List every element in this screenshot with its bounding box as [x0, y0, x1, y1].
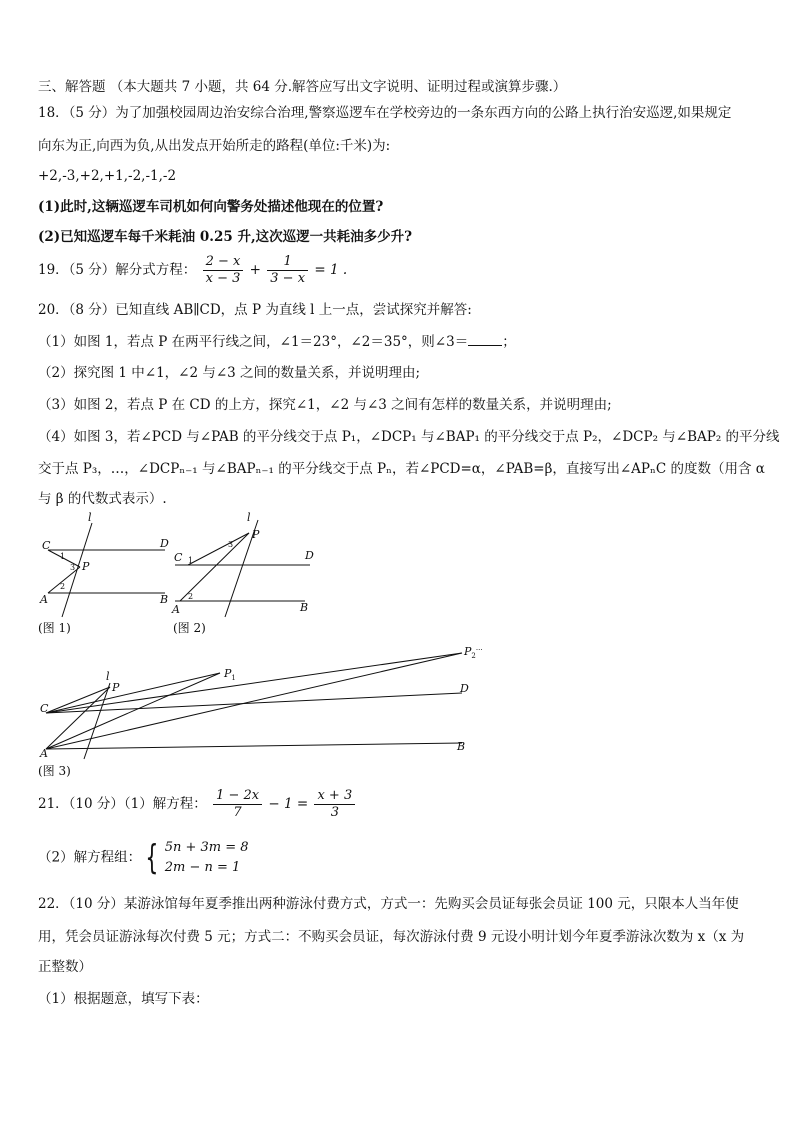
equation-system: [165, 838, 249, 878]
fig3-label-b: B: [457, 740, 466, 753]
q21-fraction-1: [213, 788, 262, 821]
q22-part1: （1）根据题意，填写下表：: [38, 991, 209, 1007]
q19-fraction-1: [203, 254, 244, 287]
fig3-line-ab: [46, 743, 462, 749]
fig1-caption: (图 1): [38, 621, 71, 635]
q19-frac1-denominator: x − 3: [205, 271, 241, 286]
fig3-label-c: C: [40, 702, 49, 715]
fig3-label-a: A: [40, 747, 48, 760]
q20-part4-line2: 交于点 P₃，…，∠DCPₙ₋₁ 与∠BAPₙ₋₁ 的平分线交于点 Pₙ，若∠PCD=α，∠PAB=β，直接写出∠APₙC 的度数（用含 α: [38, 461, 765, 477]
fig3-label-p2-letter: P: [464, 645, 472, 658]
q21-fraction-2: [314, 788, 355, 821]
q21-minus: − 1 =: [268, 796, 309, 812]
fig3-label-p2-subscript: 2: [471, 652, 476, 660]
q22-line2: 用，凭会员证游泳每次付费 5 元；方式二：不购买会员证，每次游泳付费 9 元设小明计划今年夏季游泳次数为 x（x 为: [38, 929, 745, 945]
q19-frac2-numerator: 1: [267, 254, 308, 271]
q20-intro: 20．（8 分）已知直线 AB∥CD，点 P 为直线 l 上一点，尝试探究并解答:: [38, 302, 472, 318]
q20-part1-end: ；: [502, 334, 516, 350]
fig2-label-p: P: [252, 528, 260, 541]
q21-system: [38, 838, 249, 878]
q21-frac2-numerator: x + 3: [314, 788, 355, 805]
q21-frac1-denominator: 7: [233, 805, 242, 820]
fig3-label-p1: [223, 667, 236, 682]
fig3-segment-ap2: [46, 653, 462, 749]
fig3-label-p2: [463, 645, 483, 660]
q20-part2: （2）探究图 1 中∠1，∠2 与∠3 之间的数量关系，并说明理由;: [38, 365, 421, 381]
fig3-line-l: [84, 683, 110, 759]
q19-rhs: = 1 .: [314, 262, 348, 278]
fig1-angle-1: 1: [60, 552, 66, 561]
fig2-label-b: B: [300, 601, 309, 614]
q20-part4-line3: 与 β 的代数式表示）.: [38, 491, 167, 507]
q22-line1: 22．（10 分）某游泳馆每年夏季推出两种游泳付费方式，方式一：先购买会员证每张会员证 100 元，只限本人当年使: [38, 896, 739, 912]
fig1-label-d: D: [160, 537, 169, 550]
q19-prefix: 19．（5 分）解分式方程：: [38, 262, 197, 278]
fig1-angle-2: 2: [60, 582, 66, 591]
fig3-label-p: P: [112, 681, 120, 694]
q19-plus: +: [249, 262, 261, 278]
q21-part2-prefix: （2）解方程组：: [38, 849, 142, 866]
fig3-label-p1-subscript: 1: [231, 674, 236, 682]
left-brace: {: [145, 838, 159, 878]
fig1-label-p: P: [82, 560, 90, 573]
q20-part1-text: （1）如图 1，若点 P 在两平行线之间，∠1＝23°，∠2＝35°，则∠3＝: [38, 334, 469, 350]
fig3-segment-cp2: [46, 653, 462, 713]
q19-frac2-denominator: 3 − x: [270, 271, 306, 286]
fig3-label-p1-letter: P: [224, 667, 232, 680]
q18-values: +2,-3,+2,+1,-2,-1,-2: [38, 168, 177, 184]
q19-equation: [38, 254, 347, 287]
q18-line2: 向东为正,向西为负,从出发点开始所走的路程(单位:千米)为:: [38, 138, 391, 154]
fig2-angle-1: 1: [188, 556, 194, 565]
q20-part3: （3）如图 2，若点 P 在 CD 的上方，探究∠1，∠2 与∠3 之间有怎样的数量关系，并说明理由;: [38, 397, 612, 413]
fig3-label-l: l: [106, 670, 110, 683]
fig1-label-c: C: [42, 539, 51, 552]
q20-part4-line1: （4）如图 3，若∠PCD 与∠PAB 的平分线交于点 P₁，∠DCP₁ 与∠BAP₁ 的平分线交于点 P₂，∠DCP₂ 与∠BAP₂ 的平分线: [38, 429, 780, 445]
fig3-line-cd: [46, 693, 462, 713]
q21-prefix: 21．（10 分）（1）解方程：: [38, 796, 207, 812]
fig1-label-l: l: [88, 511, 92, 524]
fig3-label-d: D: [460, 682, 469, 695]
fig2-label-d: D: [305, 549, 314, 562]
fig2-segment-ap: [180, 533, 249, 601]
q21-equation: [38, 788, 357, 821]
q21-frac2-denominator: 3: [330, 805, 339, 820]
fig3-segment-cp1: [46, 673, 220, 713]
q18-line1: 18．（5 分）为了加强校园周边治安综合治理,警察巡逻车在学校旁边的一条东西方向的公路上执行治安巡逻,如果规定: [38, 105, 732, 121]
fig1-angle-3: 3: [70, 563, 76, 572]
fig3-label-p2-dots: ···: [475, 646, 483, 654]
fig3-segment-ap: [46, 687, 110, 749]
geometry-figures: [0, 505, 794, 785]
q21-eq2: 2m − n = 1: [164, 860, 241, 875]
fig1-label-a: A: [40, 593, 48, 606]
fig2-angle-3: 3: [228, 540, 234, 549]
fig2-label-l: l: [247, 511, 251, 524]
fig2-angle-2: 2: [188, 592, 194, 601]
q21-frac1-numerator: 1 − 2x: [213, 788, 262, 805]
fig2-segment-cp: [188, 533, 249, 565]
q18-part2: (2)已知巡逻车每千米耗油 0.25 升,这次巡逻一共耗油多少升?: [38, 229, 413, 245]
fig1-label-b: B: [160, 593, 169, 606]
q21-eq1: 5n + 3m = 8: [164, 840, 249, 855]
fig2-caption: (图 2): [173, 621, 206, 635]
q20-part1: [38, 333, 516, 351]
section-header: 三、解答题 （本大题共 7 小题，共 64 分.解答应写出文字说明、证明过程或演算步骤.）: [38, 79, 567, 95]
fig2-label-c: C: [174, 551, 183, 564]
q22-line3: 正整数）: [38, 959, 92, 975]
fig3-caption: (图 3): [38, 764, 71, 778]
answer-blank: [468, 333, 502, 346]
q19-frac1-numerator: 2 − x: [203, 254, 244, 271]
fig3-segment-ap1: [46, 673, 220, 749]
fig2-label-a: A: [172, 603, 180, 616]
q18-part1: (1)此时,这辆巡逻车司机如何向警务处描述他现在的位置?: [38, 199, 384, 215]
q19-fraction-2: [267, 254, 308, 287]
